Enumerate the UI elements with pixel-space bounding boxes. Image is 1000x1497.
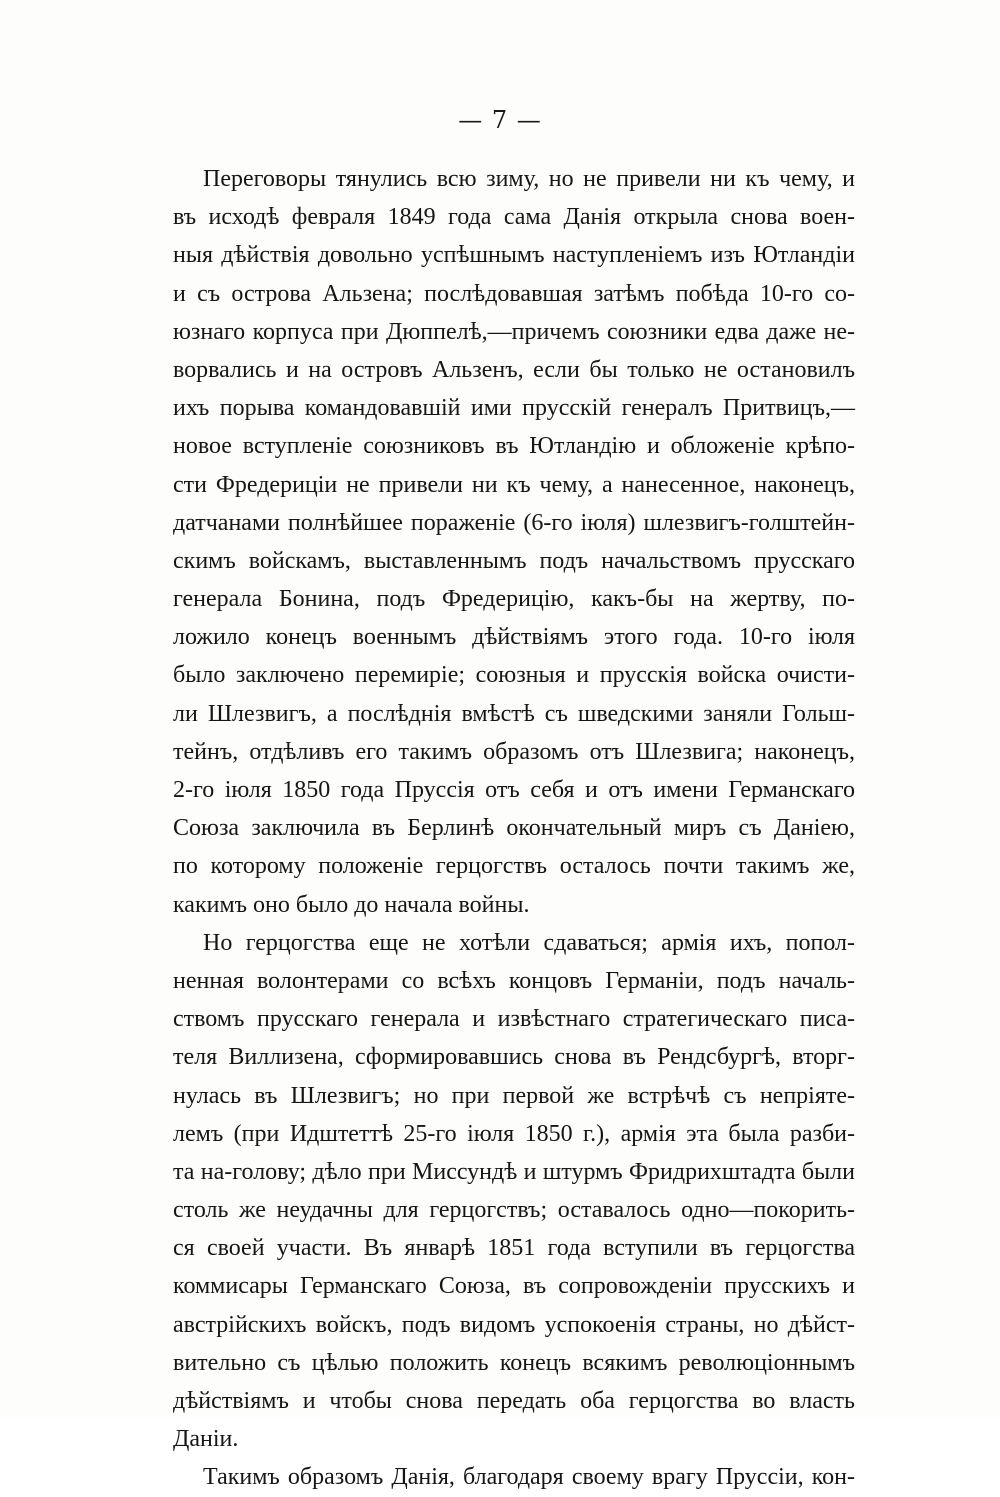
text-line: дѣйствіямъ и чтобы снова передать оба герцогства во власть [173, 1388, 855, 1414]
text-line: юзнаго корпуса при Дюппелѣ,—причемъ союзники едва даже не- [173, 318, 855, 345]
paragraph [173, 160, 855, 924]
text-line: въ исходѣ февраля 1849 года сама Данія открыла снова воен- [173, 204, 855, 231]
text-line: ихъ порыва командовавшій ими прусскій генералъ Притвицъ,— [173, 395, 855, 422]
text-line: вительно съ цѣлью положить конецъ всякимъ революціоннымъ [173, 1349, 855, 1376]
text-line: ся своей участи. Въ январѣ 1851 года вступили въ герцогства [173, 1235, 855, 1262]
text-line: тейнъ, отдѣливъ его такимъ образомъ отъ Шлезвига; наконецъ, [173, 738, 855, 765]
text-line: сти Фредериціи не привели ни къ чему, а нанесенное, наконецъ, [173, 471, 855, 498]
text-line: датчанами полнѣйшее пораженіе (6-го іюля) шлезвигъ-голштейн- [173, 509, 855, 536]
text-line: по которому положеніе герцогствъ осталось почти такимъ же, [173, 853, 855, 880]
text-line: теля Виллизена, сформировавшись снова въ Рендсбургѣ, вторг- [173, 1044, 855, 1071]
text-line: ложило конецъ военнымъ дѣйствіямъ этого года. 10-го іюля [173, 624, 855, 651]
text-line: Такимъ образомъ Данія, благодаря своему врагу Пруссіи, кон- [203, 1464, 855, 1491]
text-line: лемъ (при Идштеттѣ 25-го іюля 1850 г.), армія эта была разби- [173, 1120, 855, 1147]
text-line: Переговоры тянулись всю зиму, но не привели ни къ чему, и [203, 166, 855, 192]
text-line: ныя дѣйствія довольно успѣшнымъ наступленіемъ изъ Ютландіи [173, 242, 855, 269]
text-line: столь же неудачны для герцогствъ; оставалось одно—покорить- [173, 1197, 855, 1224]
text-line: скимъ войскамъ, выставленнымъ подъ начальствомъ прусскаго [173, 547, 855, 574]
text-line: ненная волонтерами со всѣхъ концовъ Германіи, подъ началь- [173, 967, 855, 994]
text-line: ли Шлезвигъ, а послѣднія вмѣстѣ съ шведскими заняли Гольш- [173, 700, 855, 727]
text-line: генерала Бонина, подъ Фредерицію, какъ-бы на жертву, по- [173, 586, 855, 613]
text-line: новое вступленіе союзниковъ въ Ютландію и обложеніе крѣпо- [173, 433, 855, 460]
text-line: и съ острова Альзена; послѣдовавшая затѣмъ побѣда 10-го со- [173, 280, 855, 307]
text-line: Но герцогства еще не хотѣли сдаваться; армія ихъ, попол- [203, 929, 855, 956]
text-line: ворвались и на островъ Альзенъ, если бы только не остановилъ [173, 356, 855, 383]
text-line: та на-голову; дѣло при Миссундѣ и штурмъ Фридрихштадта были [173, 1158, 855, 1185]
text-line: австрійскихъ войскъ, подъ видомъ успокоенія страны, но дѣйст- [173, 1311, 855, 1338]
text-line: 2-го іюля 1850 года Пруссія отъ себя и отъ имени Германскаго [173, 777, 855, 803]
body-text [173, 160, 855, 1497]
page-number: — 7 — [458, 106, 542, 134]
text-line: какимъ оно было до начала войны. [173, 891, 530, 918]
text-line: было заключено перемиріе; союзныя и прусскія войска очисти- [173, 662, 855, 689]
text-line: Союза заключила въ Берлинѣ окончательный миръ съ Даніею, [173, 815, 855, 842]
text-line: коммисары Германскаго Союза, въ сопровожденіи прусскихъ и [173, 1273, 855, 1300]
paragraph [173, 924, 855, 1459]
text-line: нулась въ Шлезвигъ; но при первой же встрѣчѣ съ непріяте- [173, 1082, 855, 1109]
text-line: Даніи. [173, 1426, 239, 1453]
paragraph [173, 1458, 855, 1496]
text-line: ствомъ прусскаго генерала и извѣстнаго стратегическаго писа- [173, 1006, 855, 1033]
